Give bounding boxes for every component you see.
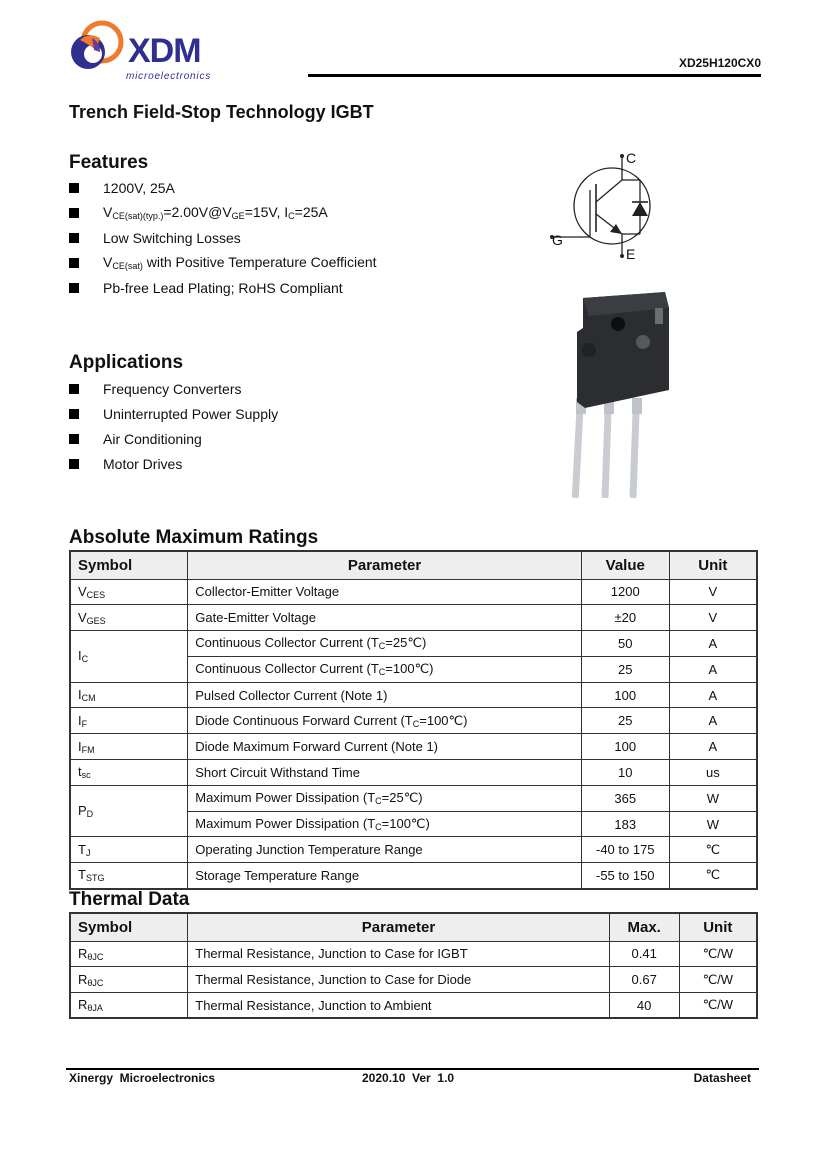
unit-cell: us xyxy=(669,760,757,786)
table-row xyxy=(70,631,757,657)
gate-label: G xyxy=(552,232,563,248)
feature-item: Pb-free Lead Plating; RoHS Compliant xyxy=(69,275,377,300)
value-cell: 25 xyxy=(581,708,669,734)
unit-cell: ℃ xyxy=(669,863,757,889)
value-cell: 0.41 xyxy=(609,941,679,967)
parameter-cell: Gate-Emitter Voltage xyxy=(188,605,582,631)
abs-max-table xyxy=(69,550,758,890)
value-cell: 50 xyxy=(581,631,669,657)
bullet-square-icon xyxy=(69,384,79,394)
unit-cell: V xyxy=(669,605,757,631)
table-row xyxy=(70,605,757,631)
feature-item: $V_{CE(sat)}$ with Positive Temperature Coefficient xyxy=(69,250,377,275)
bullet-square-icon xyxy=(69,208,79,218)
symbol-cell: $R_{\theta JC}$ xyxy=(70,941,188,967)
application-item: Motor Drives xyxy=(69,451,278,476)
value-cell: 10 xyxy=(581,760,669,786)
table-row xyxy=(70,708,757,734)
header-divider xyxy=(308,74,761,77)
parameter-cell: Storage Temperature Range xyxy=(188,863,582,889)
parameter-cell: Maximum Power Dissipation $(T_C=25℃)$ xyxy=(188,785,582,811)
symbol-cell: $R_{\theta JA}$ xyxy=(70,993,188,1019)
table-row xyxy=(70,837,757,863)
thermal-table xyxy=(69,912,758,1019)
value-cell: 1200 xyxy=(581,579,669,605)
value-cell: 365 xyxy=(581,785,669,811)
collector-label: C xyxy=(626,150,637,166)
parameter-cell: Collector-Emitter Voltage xyxy=(188,579,582,605)
unit-cell: ℃/W xyxy=(679,941,757,967)
table-row xyxy=(70,734,757,760)
unit-cell: ℃ xyxy=(669,837,757,863)
to247-package-image xyxy=(565,290,680,502)
feature-item: 1200V, 25A xyxy=(69,175,377,200)
unit-cell: V xyxy=(669,579,757,605)
table-row xyxy=(70,760,757,786)
footer-version: 2020.10 Ver 1.0 xyxy=(362,1071,455,1085)
application-item: Uninterrupted Power Supply xyxy=(69,401,278,426)
value-cell: 25 xyxy=(581,656,669,682)
table-row xyxy=(70,682,757,708)
unit-cell: W xyxy=(669,785,757,811)
unit-cell: A xyxy=(669,631,757,657)
parameter-cell: Pulsed Collector Current (Note 1) xyxy=(188,682,582,708)
table-row xyxy=(70,863,757,889)
column-header: Unit xyxy=(669,551,757,579)
symbol-cell: $t_{sc}$ xyxy=(70,760,188,786)
bullet-square-icon xyxy=(69,434,79,444)
table-row xyxy=(70,785,757,811)
table-row xyxy=(70,967,757,993)
parameter-cell: Continuous Collector Current $(T_C=100℃)$ xyxy=(188,656,582,682)
logo-rings-icon xyxy=(66,20,126,76)
logo-subtitle: microelectronics xyxy=(126,71,212,82)
table-row xyxy=(70,941,757,967)
column-header: Parameter xyxy=(188,551,582,579)
parameter-cell: Continuous Collector Current $(T_C=25℃)$ xyxy=(188,631,582,657)
table-row xyxy=(70,579,757,605)
symbol-cell: $V_{GES}$ xyxy=(70,605,188,631)
unit-cell: A xyxy=(669,708,757,734)
column-header: Unit xyxy=(679,913,757,941)
footer-divider xyxy=(66,1068,759,1070)
table-row xyxy=(70,993,757,1019)
logo-wordmark: XDM xyxy=(128,32,201,70)
igbt-symbol-icon xyxy=(548,148,658,266)
symbol-cell: $T_{STG}$ xyxy=(70,863,188,889)
bullet-square-icon xyxy=(69,183,79,193)
table-header-row xyxy=(70,913,757,941)
feature-item: Low Switching Losses xyxy=(69,225,377,250)
column-header: Symbol xyxy=(70,551,188,579)
applications-list xyxy=(69,376,278,476)
footer-doc-type: Datasheet xyxy=(693,1071,751,1085)
bullet-square-icon xyxy=(69,459,79,469)
column-header: Value xyxy=(581,551,669,579)
parameter-cell: Maximum Power Dissipation $(T_C=100℃)$ xyxy=(188,811,582,837)
parameter-cell: Thermal Resistance, Junction to Case for IGBT xyxy=(188,941,609,967)
symbol-cell: $T_J$ xyxy=(70,837,188,863)
value-cell: -55 to 150 xyxy=(581,863,669,889)
document-title: Trench Field-Stop Technology IGBT xyxy=(69,102,374,122)
unit-cell: A xyxy=(669,682,757,708)
footer-company: Xinergy Microelectronics xyxy=(69,1071,216,1085)
value-cell: -40 to 175 xyxy=(581,837,669,863)
part-number: XD25H120CX0 xyxy=(678,56,761,70)
unit-cell: ℃/W xyxy=(679,993,757,1019)
emitter-label: E xyxy=(626,246,636,262)
value-cell: 183 xyxy=(581,811,669,837)
parameter-cell: Operating Junction Temperature Range xyxy=(188,837,582,863)
application-item: Air Conditioning xyxy=(69,426,278,451)
thermal-heading: Thermal Data xyxy=(69,889,190,910)
parameter-cell: Diode Continuous Forward Current $(T_C=100℃)$ xyxy=(188,708,582,734)
igbt-package-icon xyxy=(565,290,680,502)
feature-item: $V_{CE(sat)(typ.)}=2.00V@V_{GE}=15V$, $I_C=25A$ xyxy=(69,200,377,225)
symbol-cell: $I_{CM}$ xyxy=(70,682,188,708)
column-header: Parameter xyxy=(188,913,609,941)
bullet-square-icon xyxy=(69,233,79,243)
column-header: Symbol xyxy=(70,913,188,941)
application-item: Frequency Converters xyxy=(69,376,278,401)
value-cell: 40 xyxy=(609,993,679,1019)
parameter-cell: Diode Maximum Forward Current (Note 1) xyxy=(188,734,582,760)
bullet-square-icon xyxy=(69,283,79,293)
symbol-cell: $I_F$ xyxy=(70,708,188,734)
unit-cell: A xyxy=(669,734,757,760)
parameter-cell: Thermal Resistance, Junction to Ambient xyxy=(188,993,609,1019)
table-header-row xyxy=(70,551,757,579)
igbt-circuit-symbol xyxy=(548,148,658,266)
unit-cell: ℃/W xyxy=(679,967,757,993)
unit-cell: A xyxy=(669,656,757,682)
features-heading: Features xyxy=(69,152,149,173)
bullet-square-icon xyxy=(69,409,79,419)
parameter-cell: Thermal Resistance, Junction to Case for Diode xyxy=(188,967,609,993)
unit-cell: W xyxy=(669,811,757,837)
abs-max-heading: Absolute Maximum Ratings xyxy=(69,527,319,548)
symbol-cell: $I_{FM}$ xyxy=(70,734,188,760)
value-cell: 0.67 xyxy=(609,967,679,993)
parameter-cell: Short Circuit Withstand Time xyxy=(188,760,582,786)
value-cell: ±20 xyxy=(581,605,669,631)
company-logo xyxy=(66,20,226,84)
symbol-cell: $V_{CES}$ xyxy=(70,579,188,605)
applications-heading: Applications xyxy=(69,352,184,373)
value-cell: 100 xyxy=(581,682,669,708)
column-header: Max. xyxy=(609,913,679,941)
bullet-square-icon xyxy=(69,258,79,268)
features-list xyxy=(69,175,377,300)
symbol-cell: $R_{\theta JC}$ xyxy=(70,967,188,993)
symbol-cell: $P_D$ xyxy=(70,785,188,837)
symbol-cell: $I_C$ xyxy=(70,631,188,683)
value-cell: 100 xyxy=(581,734,669,760)
